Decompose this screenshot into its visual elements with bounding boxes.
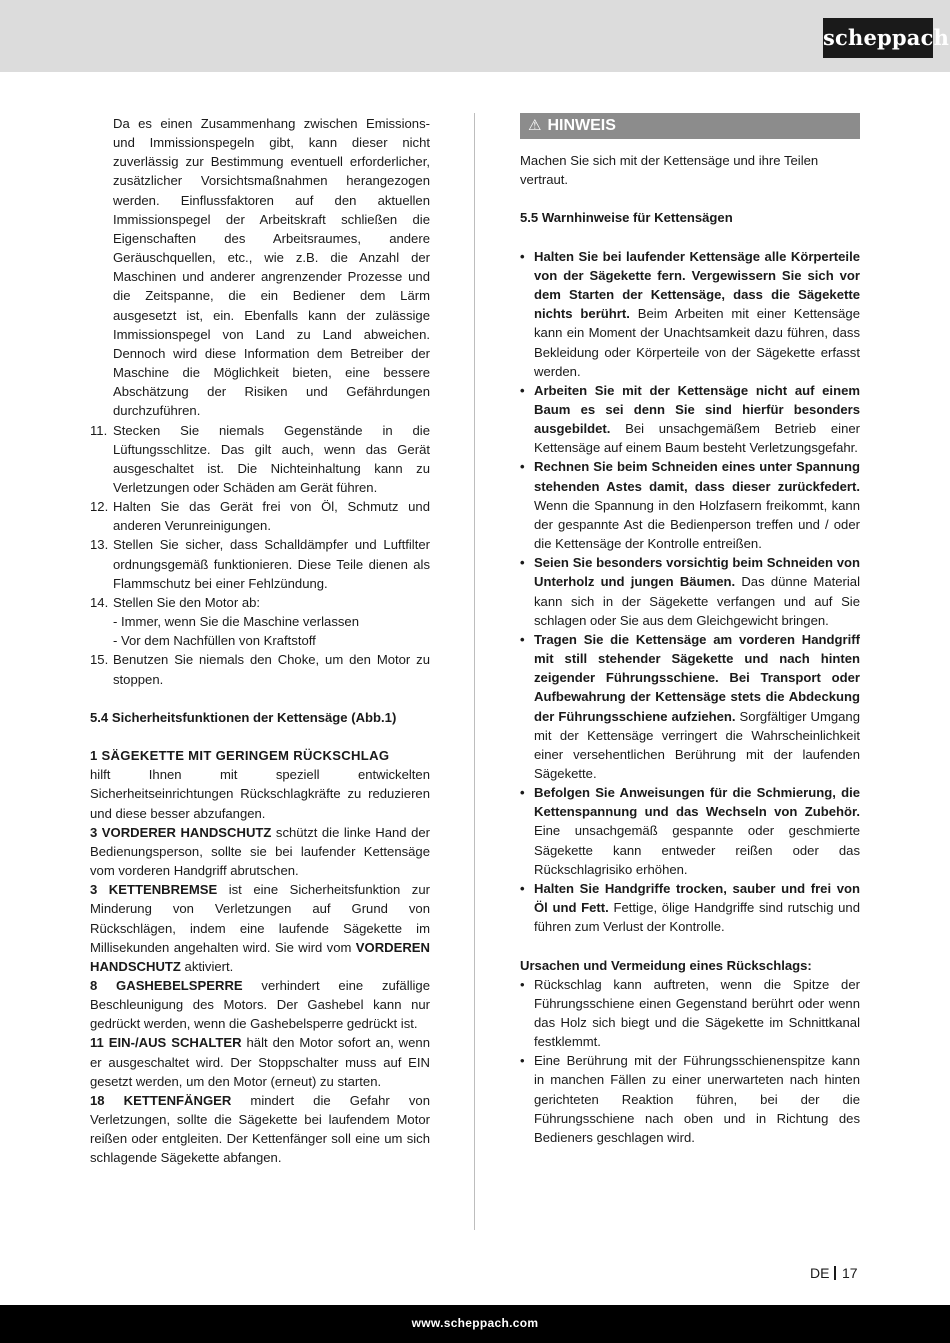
emission-paragraph: Da es einen Zusammenhang zwischen Emissions- und Immissionspegeln gibt, kann dieser nicht zuverlässig zur Bestimmung eventuell erforderlicher, zusätzlicher Vorsichtsmaßnahmen herangezogen werden. Einflussfaktoren auf den aktuellen Immissionspegel der Arbeitskraft schließen die Eigenschaften des Arbeitsraumes, andere Geräuschquellen, etc., wie z.B. die Anzahl der Maschinen und anderer angrenzender Prozesse und die Zeitspanne, die ein Bediener dem Lärm ausgesetzt ist, ein. Ebenfalls kann der zulässige Immissionspegel von Land zu Land abweichen. Dennoch wird diese Information dem Betreiber der Maschine die Möglichkeit bieten, eine bessere Abschätzung der Risiken und Gefährdungen durchzuführen. (113, 116, 430, 419)
list-item-14: 14. Stellen Sie den Motor ab: (90, 594, 261, 610)
header-band (0, 0, 950, 72)
warning-item: • Rechnen Sie beim Schneiden eines unter Spannung stehenden Astes damit, dass dieser zurückfedert. Wenn die Spannung in den Holzfasern freikommt, kann der gespannte Ast die Bedienperson treffen und / oder die Kettensäge der Kontrolle entreißen. (520, 459, 860, 552)
warning-item: • Halten Sie Handgriffe trocken, sauber und frei von Öl und Fett. Fettige, ölige Handgriffe sind rutschig und führen zum Verlust der Kontrolle. (520, 880, 860, 935)
list-subitem: - Immer, wenn Sie die Maschine verlassen (113, 614, 359, 630)
warning-triangle-icon: ⚠ (528, 117, 542, 134)
page-separator (834, 1266, 836, 1280)
notice-banner (520, 113, 860, 139)
footer-band (0, 1305, 950, 1343)
list-item-12: 12. Halten Sie das Gerät frei von Öl, Schmutz und anderen Verunreinigungen. (90, 499, 430, 534)
kickback-item: • Eine Berührung mit der Führungsschienenspitze kann in manchen Fällen zu einer unerwarteten nach hinten gerichteten Reaktion führen, bei der die Führungsschiene nach oben und in Richtung des Bedieners geschlagen wird. (520, 1053, 860, 1145)
page-number-value: 17 (841, 1265, 858, 1281)
bullet-icon: • (520, 382, 525, 398)
right-column (520, 114, 860, 1147)
list-item-11: 11. Stecken Sie niemals Gegenstände in die Lüftungsschlitze. Das gilt auch, wenn das Gerät ausgeschaltet ist. Die Nichteinhaltung kann zu Verletzungen oder Schäden am Gerät führen. (90, 422, 430, 495)
warning-item: • Befolgen Sie Anweisungen für die Schmierung, die Kettenspannung und das Wechseln von Zubehör. Eine unsachgemäß gespannte oder geschmierte Sägekette kann entweder reißen oder das Rückschlagrisiko erhöhen. (520, 785, 860, 877)
feature-1-text: hilft Ihnen mit speziell entwickelten Sicherheitseinrichtungen Rückschlagkräfte zu reduzieren und diese besser abzufangen. (90, 767, 430, 821)
page-language: DE (810, 1265, 830, 1281)
left-column (90, 114, 430, 1168)
column-divider (474, 113, 475, 1230)
bullet-icon: • (520, 1053, 525, 1069)
bullet-icon: • (520, 248, 525, 264)
list-item-15: 15. Benutzen Sie niemals den Choke, um den Motor zu stoppen. (90, 652, 430, 687)
warning-item: • Arbeiten Sie mit der Kettensäge nicht auf einem Baum es sei denn Sie sind hierfür besonders ausgebildet. Bei unsachgemäßem Betrieb einer Kettensäge auf einem Baum besteht Verletzungsgefahr. (520, 382, 860, 456)
scheppach-logo: scheppach (823, 18, 933, 58)
kickback-heading: Ursachen und Vermeidung eines Rückschlags: (520, 957, 812, 973)
bullet-icon: • (520, 785, 525, 801)
list-subitem: - Vor dem Nachfüllen von Kraftstoff (113, 633, 316, 649)
warning-item: • Seien Sie besonders vorsichtig beim Schneiden von Unterholz und jungen Bäumen. Das dünne Material kann sich in der Sägekette verfangen und auf Sie schlagen oder Sie aus dem Gleichgewicht bringen. (520, 555, 860, 628)
feature-18-kettenfaenger: 18 KETTENFÄNGER mindert die Gefahr von Verletzungen, sollte die Sägekette bei laufendem Motor reißen oder entgleiten. Der Kettenfänger soll eine um sich schlagende Sägekette abfangen. (90, 1092, 430, 1166)
notice-label: HINWEIS (547, 117, 616, 134)
warning-item: • Tragen Sie die Kettensäge am vorderen Handgriff mit still stehender Sägekette und nach hinten zeigender Führungsschiene. Bei Transport oder Aufbewahrung der Kettensäge stets die Abdeckung der Führungsschiene aufziehen. Sorgfältiger Umgang mit der Kettensäge verringert die Wahrscheinlichkeit einer versehentlichen Berührung mit der laufenden Sägekette. (520, 631, 860, 781)
website-link[interactable]: www.scheppach.com (411, 1316, 539, 1330)
bullet-icon: • (520, 880, 525, 896)
bullet-icon: • (520, 631, 525, 647)
bullet-icon: • (520, 976, 525, 992)
kickback-item: • Rückschlag kann auftreten, wenn die Spitze der Führungsschiene einen Gegenstand berührt oder wenn das Holz sich biegt und die Sägekette im Schnittkanal festklemmt. (520, 976, 860, 1050)
notice-text: Machen Sie sich mit der Kettensäge und ihre Teilen vertraut. (520, 153, 819, 188)
bullet-icon: • (520, 555, 525, 571)
section-heading-5-4: 5.4 Sicherheitsfunktionen der Kettensäge (Abb.1) (90, 709, 397, 725)
feature-3-handschutz: 3 VORDERER HANDSCHUTZ schützt die linke Hand der Bedienungsperson, sollte sie bei laufender Kettensäge vom vorderen Handgriff abrutschen. (90, 824, 430, 879)
feature-3-kettenbremse: 3 KETTENBREMSE ist eine Sicherheitsfunktion zur Minderung von Verletzungen auf Grund von Rückschlägen, indem eine laufende Sägekette im Millisekunden angehalten wird. Sie wird vom VORDEREN HANDSCHUTZ aktiviert. (90, 882, 430, 974)
list-item-13: 13. Stellen Sie sicher, dass Schalldämpfer und Luftfilter ordnungsgemäß funktionieren. Diese Teile dienen als Flammschutz bei einer Fehlzündung. (90, 537, 430, 591)
page-number (810, 1265, 858, 1281)
warning-item: • Halten Sie bei laufender Kettensäge alle Körperteile von der Sägekette fern. Vergewissern Sie sich vor dem Starten der Kettensäge, dass die Sägekette nichts berührt. Beim Arbeiten mit einer Kettensäge kann ein Moment der Unachtsamkeit dazu führen, dass Bekleidung oder Körperteile von der Sägekette erfasst werden. (520, 248, 860, 379)
feature-8-gashebelsperre: 8 GASHEBELSPERRE verhindert eine zufällige Beschleunigung des Motors. Der Gashebel kann nur gedrückt werden, wenn die Gashebelsperre gedrückt ist. (90, 978, 430, 1032)
feature-11-schalter: 11 EIN-/AUS SCHALTER hält den Motor sofort an, wenn er ausgeschaltet wird. Der Stoppschalter muss auf EIN gesetzt werden, um den Motor (erneut) zu starten. (90, 1035, 430, 1089)
section-heading-5-5: 5.5 Warnhinweise für Kettensägen (520, 210, 733, 226)
feature-1-title: 1 SÄGEKETTE MIT GERINGEM RÜCKSCHLAG (90, 748, 390, 764)
bullet-icon: • (520, 459, 525, 475)
